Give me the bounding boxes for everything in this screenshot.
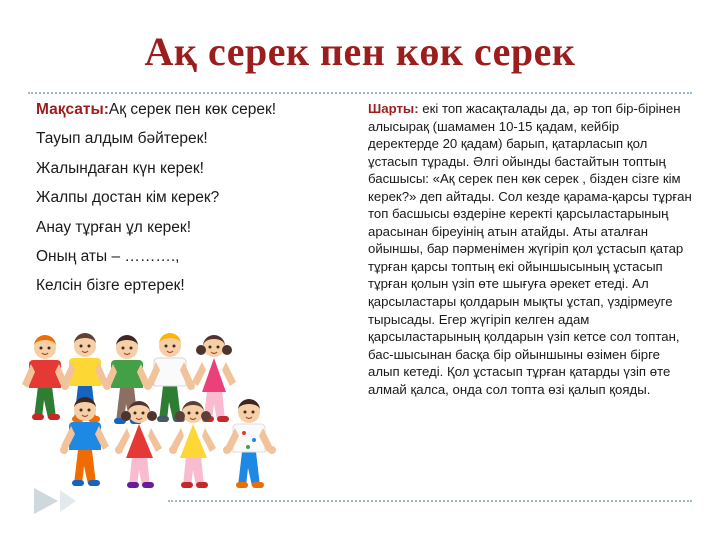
poem-line-3: Жалындаған күн керек! [36, 159, 204, 177]
poem-line-5: Анау тұрған ұл керек! [36, 218, 192, 236]
child-figure-front-3 [170, 401, 216, 488]
child-figure-front-1 [61, 397, 109, 486]
poem-line-2: Тауып алдым бәйтерек! [36, 130, 208, 148]
child-figure-back-1 [22, 335, 68, 420]
right-text-column [368, 100, 692, 398]
divider-top [28, 92, 692, 94]
child-figure-front-4 [225, 399, 273, 488]
child-figure-front-2 [116, 401, 162, 488]
left-lead-label: Мақсаты: [36, 101, 109, 118]
poem-line-4: Жалпы достан кім керек? [36, 189, 220, 207]
triangle-bullet-decoration [32, 484, 78, 518]
poem-line-1 [36, 100, 336, 119]
left-text-column [36, 100, 336, 306]
page-title: Ақ серек пен көк серек [144, 29, 576, 74]
divider-bottom [168, 500, 692, 502]
poem-line-6: Оның аты – ………., [36, 247, 180, 265]
poem-line-7: Келсін бізге ертерек! [36, 277, 185, 295]
children-holding-hands-illustration [20, 300, 350, 500]
poem-line-1-text: Ақ серек пен көк серек! [108, 101, 277, 118]
rules-paragraph: екі топ жасақталады да, әр топ бір-бірінен алысырақ (шамамен 10-15 қадам, кейбір деректерде 20 қадам) барып, қатарласып қол ұстасып тұрады. Әлгі ойынды бастайтын топтың басшысы: «Ақ серек пен көк серек , бізден сізге кім керек?» деп айтады. Сол кезде қарама-қарсы тұрған топ басшысы өздеріне керекті қарсыластарының арасынан біреуінің атын атайды. Аты аталған ойыншы, бар пәрменімен жүгіріп қол ұстасып қатар тұрған қарсы топтың екі ойыншысының ұстасып тұрған қолын үзіп өте шығуға әрекет етеді. Ал қарсыластары қолдарын мықты ұстап, үздірмеуге тырысады. Егер жүгіріп келген адам қарсыластарының қолдарын үзіп кетсе сол топтан, бас-шысынан басқа бір ойыншыны өзімен бірге алып кетеді. Қол ұстасып тұрған қатарды үзіп өте алмай қалса, онда сол топта өзі қалып қояды. [368, 101, 692, 397]
right-lead-label: Шарты: [368, 101, 419, 116]
